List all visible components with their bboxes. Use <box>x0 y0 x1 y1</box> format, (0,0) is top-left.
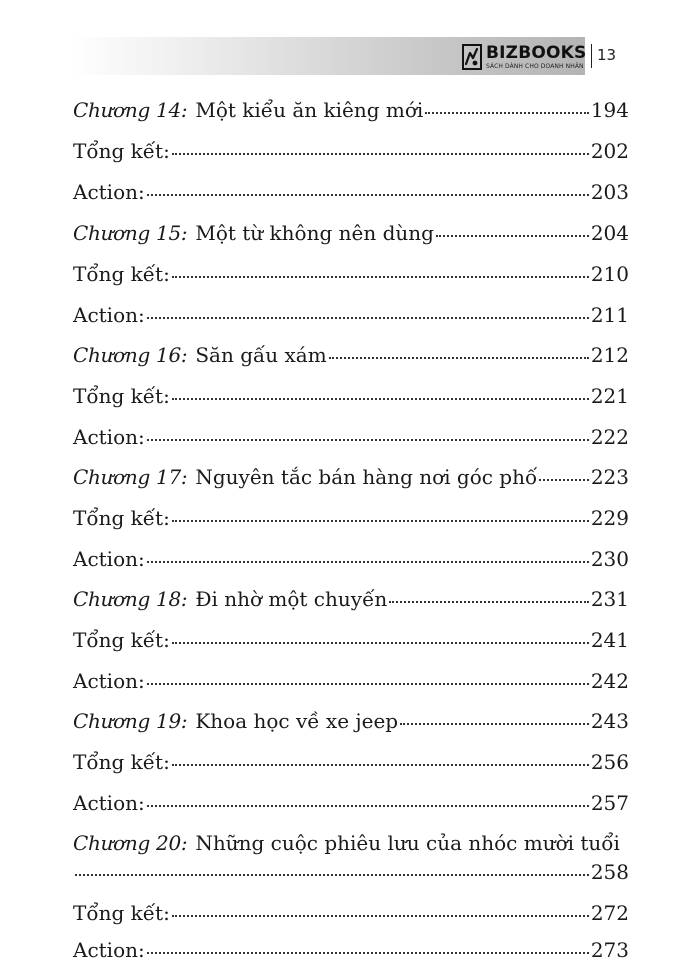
dot-leader <box>172 275 589 278</box>
summary-label: Tổng kết: <box>73 262 170 286</box>
dot-leader <box>172 152 589 155</box>
toc-chapter-18 <box>73 587 629 623</box>
brand-name: BIZBOOKS <box>486 42 587 63</box>
action-label: Action: <box>73 180 145 204</box>
action-label: Action: <box>73 303 145 327</box>
chapter-title: Đi nhờ một chuyến <box>195 587 388 611</box>
dot-leader <box>539 478 589 481</box>
dot-leader <box>172 641 589 644</box>
page-ref: 243 <box>590 709 629 733</box>
dot-leader <box>147 316 589 319</box>
toc-action <box>73 791 629 827</box>
dot-leader <box>389 600 589 603</box>
toc-chapter-17 <box>73 465 629 501</box>
page-ref: 258 <box>590 860 629 884</box>
toc-action <box>73 303 629 339</box>
chapter-prefix: Chương 14: <box>73 98 188 122</box>
page-ref: 203 <box>590 180 629 204</box>
toc-chapter-15 <box>73 221 629 257</box>
chapter-prefix: Chương 18: <box>73 587 188 611</box>
toc-summary <box>73 262 629 298</box>
dot-leader <box>172 519 589 522</box>
action-label: Action: <box>73 547 145 571</box>
dot-leader <box>329 356 589 359</box>
page-ref: 202 <box>590 139 629 163</box>
dot-leader <box>436 234 589 237</box>
page-ref: 223 <box>590 465 629 489</box>
dot-leader <box>147 682 589 685</box>
dot-leader <box>147 804 589 807</box>
summary-label: Tổng kết: <box>73 628 170 652</box>
chapter-title: Nguyên tắc bán hàng nơi góc phố <box>195 465 538 489</box>
action-label: Action: <box>73 791 145 815</box>
toc-summary <box>73 628 629 664</box>
bizbooks-logo-icon <box>462 44 482 70</box>
chapter-title: Những cuộc phiêu lưu của nhóc mười tuổi <box>195 831 620 855</box>
page-ref: 231 <box>590 587 629 611</box>
toc-action <box>73 180 629 216</box>
brand-tagline: SÁCH DÀNH CHO DOANH NHÂN <box>486 62 584 70</box>
summary-label: Tổng kết: <box>73 506 170 530</box>
action-label: Action: <box>73 669 145 693</box>
page-ref: 204 <box>590 221 629 245</box>
page-ref: 212 <box>590 343 629 367</box>
page-ref: 241 <box>590 628 629 652</box>
dot-leader <box>400 722 589 725</box>
chapter-title: Săn gấu xám <box>195 343 327 367</box>
action-label: Action: <box>73 425 145 449</box>
dot-leader <box>75 873 589 876</box>
toc-action <box>73 938 629 974</box>
chapter-title: Một từ không nên dùng <box>195 221 434 245</box>
chapter-prefix: Chương 15: <box>73 221 188 245</box>
dot-leader <box>147 193 589 196</box>
dot-leader <box>147 438 589 441</box>
action-label: Action: <box>73 938 145 962</box>
header-divider <box>591 44 592 68</box>
page-number: 13 <box>597 46 617 64</box>
page-ref: 211 <box>590 303 629 327</box>
chapter-prefix: Chương 19: <box>73 709 188 733</box>
page-ref: 242 <box>590 669 629 693</box>
toc-summary <box>73 139 629 175</box>
publisher-brand <box>462 41 587 73</box>
summary-label: Tổng kết: <box>73 139 170 163</box>
toc-action <box>73 425 629 461</box>
page-ref: 210 <box>590 262 629 286</box>
chapter-prefix: Chương 16: <box>73 343 188 367</box>
summary-label: Tổng kết: <box>73 750 170 774</box>
page-ref: 257 <box>590 791 629 815</box>
page-ref: 221 <box>590 384 629 408</box>
page-ref: 194 <box>590 98 629 122</box>
page-ref: 229 <box>590 506 629 530</box>
toc-summary <box>73 750 629 786</box>
summary-label: Tổng kết: <box>73 901 170 925</box>
page-ref: 272 <box>590 901 629 925</box>
chapter-prefix: Chương 17: <box>73 465 188 489</box>
toc-action <box>73 669 629 705</box>
chapter-title: Khoa học về xe jeep <box>195 709 399 733</box>
toc-chapter-14 <box>73 98 629 134</box>
toc-summary <box>73 506 629 542</box>
toc-summary <box>73 901 629 937</box>
dot-leader <box>172 763 589 766</box>
chapter-prefix: Chương 20: <box>73 831 188 855</box>
chapter-title: Một kiểu ăn kiêng mới <box>195 98 424 122</box>
dot-leader <box>147 560 589 563</box>
dot-leader <box>147 951 589 954</box>
toc-summary <box>73 384 629 420</box>
toc-chapter-16 <box>73 343 629 379</box>
toc-chapter-19 <box>73 709 629 745</box>
summary-label: Tổng kết: <box>73 384 170 408</box>
page-ref: 256 <box>590 750 629 774</box>
dot-leader <box>172 397 589 400</box>
dot-leader <box>172 914 589 917</box>
page-ref: 230 <box>590 547 629 571</box>
toc-chapter-20-page-line <box>73 860 629 896</box>
dot-leader <box>425 111 589 114</box>
toc-action <box>73 547 629 583</box>
page-ref: 273 <box>590 938 629 962</box>
page-ref: 222 <box>590 425 629 449</box>
